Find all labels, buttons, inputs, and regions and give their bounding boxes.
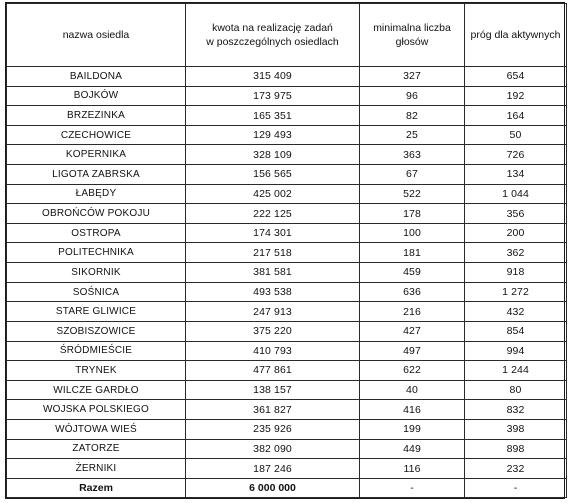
table-row: [7, 67, 567, 87]
min-votes-cell: 522: [360, 184, 465, 204]
district-name-cell: TRYNEK: [7, 361, 186, 381]
table-row: [7, 321, 567, 341]
header-district-name: [7, 4, 186, 67]
amount-cell: 425 002: [186, 184, 360, 204]
min-votes-cell: 416: [360, 400, 465, 420]
amount-cell: 138 157: [186, 380, 360, 400]
districts-budget-table: [6, 3, 567, 498]
district-name-cell: WÓJTOWA WIEŚ: [7, 419, 186, 439]
threshold-cell: 356: [465, 204, 567, 224]
amount-cell: 477 861: [186, 361, 360, 381]
min-votes-cell: 100: [360, 223, 465, 243]
min-votes-cell: 25: [360, 125, 465, 145]
threshold-cell: 432: [465, 302, 567, 322]
table-row: [7, 165, 567, 185]
header-min-votes-line2: głosów: [395, 36, 429, 48]
table-row: [7, 459, 567, 479]
min-votes-cell: 216: [360, 302, 465, 322]
threshold-cell: 832: [465, 400, 567, 420]
threshold-cell: 232: [465, 459, 567, 479]
min-votes-cell: 116: [360, 459, 465, 479]
table-row: [7, 243, 567, 263]
amount-cell: 129 493: [186, 125, 360, 145]
header-amount-line1: kwota na realizację zadań: [212, 22, 333, 34]
amount-cell: 173 975: [186, 86, 360, 106]
threshold-cell: 192: [465, 86, 567, 106]
table-row: [7, 361, 567, 381]
table-row: [7, 263, 567, 283]
amount-cell: 410 793: [186, 341, 360, 361]
table-row: [7, 439, 567, 459]
districts-budget-table-sheet: [5, 2, 565, 499]
threshold-cell: 994: [465, 341, 567, 361]
table-row: [7, 380, 567, 400]
district-name-cell: OSTROPA: [7, 223, 186, 243]
district-name-cell: KOPERNIKA: [7, 145, 186, 165]
threshold-cell: 50: [465, 125, 567, 145]
min-votes-cell: 67: [360, 165, 465, 185]
threshold-cell: 164: [465, 106, 567, 126]
table-row: [7, 106, 567, 126]
table-row: [7, 302, 567, 322]
amount-cell: 315 409: [186, 67, 360, 87]
district-name-cell: BRZEZINKA: [7, 106, 186, 126]
threshold-cell: 80: [465, 380, 567, 400]
amount-cell: 381 581: [186, 263, 360, 283]
total-threshold: -: [465, 479, 567, 498]
header-amount: [186, 4, 360, 67]
table-header: [7, 4, 567, 67]
district-name-cell: ZATORZE: [7, 439, 186, 459]
district-name-cell: LIGOTA ZABRSKA: [7, 165, 186, 185]
threshold-cell: 1 244: [465, 361, 567, 381]
min-votes-cell: 363: [360, 145, 465, 165]
min-votes-cell: 622: [360, 361, 465, 381]
district-name-cell: BAILDONA: [7, 67, 186, 87]
table-row: [7, 341, 567, 361]
amount-cell: 361 827: [186, 400, 360, 420]
table-row: [7, 419, 567, 439]
amount-cell: 165 351: [186, 106, 360, 126]
min-votes-cell: 199: [360, 419, 465, 439]
amount-cell: 247 913: [186, 302, 360, 322]
amount-cell: 174 301: [186, 223, 360, 243]
header-min-votes: [360, 4, 465, 67]
threshold-cell: 918: [465, 263, 567, 283]
district-name-cell: BOJKÓW: [7, 86, 186, 106]
min-votes-cell: 181: [360, 243, 465, 263]
amount-cell: 217 518: [186, 243, 360, 263]
threshold-cell: 200: [465, 223, 567, 243]
header-amount-line2: w poszczególnych osiedlach: [206, 36, 339, 48]
threshold-cell: 1 044: [465, 184, 567, 204]
table-row: [7, 400, 567, 420]
header-threshold: [465, 4, 567, 67]
district-name-cell: OBROŃCÓW POKOJU: [7, 204, 186, 224]
table-row: [7, 125, 567, 145]
district-name-cell: WOJSKA POLSKIEGO: [7, 400, 186, 420]
table-row: [7, 223, 567, 243]
table-row: [7, 282, 567, 302]
min-votes-cell: 497: [360, 341, 465, 361]
table-body: [7, 67, 567, 479]
amount-cell: 493 538: [186, 282, 360, 302]
header-row: [7, 4, 567, 67]
total-label: Razem: [7, 479, 186, 498]
total-min-votes: -: [360, 479, 465, 498]
amount-cell: 235 926: [186, 419, 360, 439]
amount-cell: 187 246: [186, 459, 360, 479]
min-votes-cell: 636: [360, 282, 465, 302]
table-row: [7, 145, 567, 165]
threshold-cell: 362: [465, 243, 567, 263]
table-row: [7, 204, 567, 224]
threshold-cell: 726: [465, 145, 567, 165]
min-votes-cell: 327: [360, 67, 465, 87]
amount-cell: 222 125: [186, 204, 360, 224]
amount-cell: 156 565: [186, 165, 360, 185]
header-threshold-label: próg dla aktywnych: [470, 29, 561, 41]
threshold-cell: 654: [465, 67, 567, 87]
header-min-votes-line1: minimalna liczba: [373, 22, 451, 34]
amount-cell: 382 090: [186, 439, 360, 459]
min-votes-cell: 427: [360, 321, 465, 341]
district-name-cell: ŚRÓDMIEŚCIE: [7, 341, 186, 361]
district-name-cell: ŻERNIKI: [7, 459, 186, 479]
table-row: [7, 86, 567, 106]
amount-cell: 375 220: [186, 321, 360, 341]
header-district-name-label: nazwa osiedla: [62, 29, 130, 41]
min-votes-cell: 459: [360, 263, 465, 283]
threshold-cell: 398: [465, 419, 567, 439]
district-name-cell: WILCZE GARDŁO: [7, 380, 186, 400]
min-votes-cell: 178: [360, 204, 465, 224]
min-votes-cell: 449: [360, 439, 465, 459]
threshold-cell: 898: [465, 439, 567, 459]
threshold-cell: 1 272: [465, 282, 567, 302]
min-votes-cell: 82: [360, 106, 465, 126]
district-name-cell: STARE GLIWICE: [7, 302, 186, 322]
table-footer: [7, 479, 567, 498]
district-name-cell: SIKORNIK: [7, 263, 186, 283]
threshold-cell: 134: [465, 165, 567, 185]
total-row: [7, 479, 567, 498]
total-amount: 6 000 000: [186, 479, 360, 498]
amount-cell: 328 109: [186, 145, 360, 165]
min-votes-cell: 96: [360, 86, 465, 106]
district-name-cell: SOŚNICA: [7, 282, 186, 302]
min-votes-cell: 40: [360, 380, 465, 400]
table-row: [7, 184, 567, 204]
district-name-cell: SZOBISZOWICE: [7, 321, 186, 341]
district-name-cell: CZECHOWICE: [7, 125, 186, 145]
district-name-cell: ŁABĘDY: [7, 184, 186, 204]
district-name-cell: POLITECHNIKA: [7, 243, 186, 263]
threshold-cell: 854: [465, 321, 567, 341]
